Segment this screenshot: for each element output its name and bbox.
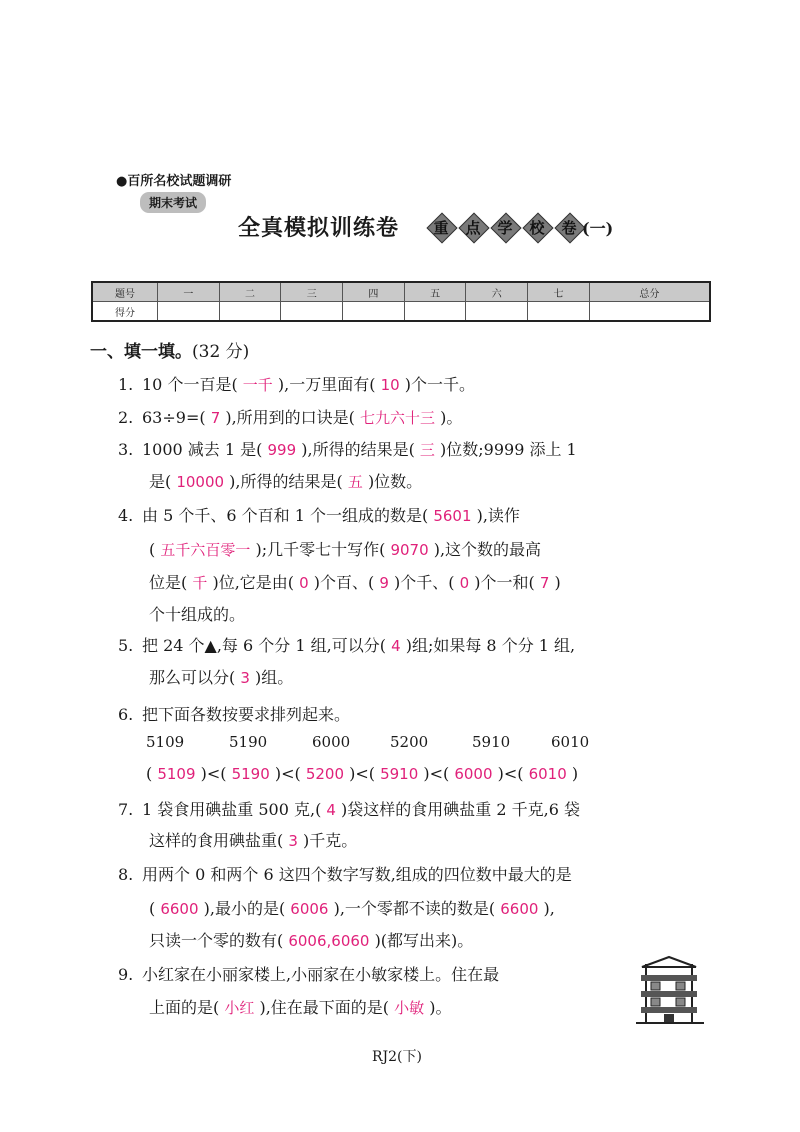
question-number: 6. — [118, 705, 134, 724]
answer: 5910 — [380, 765, 419, 783]
question-6 — [118, 702, 350, 725]
answer: 5190 — [231, 765, 270, 783]
score-table-row — [92, 302, 710, 322]
score-header-cell: 四 — [343, 282, 405, 302]
question-5-line-2 — [149, 665, 293, 688]
answer: 6000 — [454, 765, 493, 783]
question-7 — [118, 797, 580, 820]
question-7-line-2 — [149, 828, 357, 851]
diamond-char: 校 — [529, 219, 545, 237]
question-text: 只读一个零的数有( — [149, 931, 284, 950]
question-text: ),住在最下面的是( — [259, 998, 390, 1017]
number-item: 6010 — [551, 733, 590, 751]
answer: 0 — [459, 574, 470, 592]
number-item: 5200 — [390, 733, 429, 751]
answer: 5109 — [157, 765, 196, 783]
question-text: )组。 — [254, 668, 294, 687]
answer: 0 — [299, 574, 309, 592]
score-cell[interactable] — [589, 302, 710, 322]
question-number: 7. — [118, 800, 134, 819]
score-cell[interactable] — [219, 302, 281, 322]
answer: 999 — [267, 441, 297, 459]
answer: 3 — [288, 832, 298, 850]
answer: 6006,6060 — [288, 932, 370, 950]
question-text: ),这个数的最高 — [433, 540, 542, 559]
question-text: 把下面各数按要求排列起来。 — [142, 705, 351, 724]
score-header-cell: 题号 — [92, 282, 158, 302]
answer: 10 — [380, 376, 400, 394]
answer: 6010 — [528, 765, 567, 783]
question-text: 1 袋食用碘盐重 500 克,( — [142, 800, 322, 819]
answer: 6006 — [290, 900, 329, 918]
question-text: )个一千。 — [404, 375, 476, 394]
series-label: ●百所名校试题调研 — [116, 174, 232, 189]
question-text: ),一万里面有( — [277, 375, 376, 394]
question-4-line-2 — [149, 537, 541, 560]
score-header-cell: 总分 — [589, 282, 710, 302]
answer: 7 — [210, 409, 221, 427]
building-icon — [636, 955, 704, 1025]
score-cell[interactable] — [281, 302, 343, 322]
question-9 — [118, 962, 499, 985]
score-table — [91, 281, 711, 322]
question-text: ( — [149, 540, 156, 559]
question-text: 63÷9=( — [142, 408, 206, 427]
answer: 10000 — [176, 473, 225, 491]
question-text: )个百、( — [313, 573, 375, 592]
diamond-badge — [458, 212, 488, 242]
answer: 7 — [539, 574, 550, 592]
diamond-badge — [426, 212, 456, 242]
answer: 9 — [379, 574, 389, 592]
question-5 — [118, 633, 575, 656]
answer: 9070 — [390, 541, 429, 559]
question-text: ),读作 — [476, 506, 520, 525]
question-text: 用两个 0 和两个 6 这四个数字写数,组成的四位数中最大的是 — [142, 865, 572, 884]
question-text: 个十组成的。 — [149, 605, 246, 624]
answer: 五千六百零一 — [160, 541, 251, 559]
question-text: )组;如果每 8 个分 1 组, — [405, 636, 576, 655]
question-text: ),一个零都不读的数是( — [333, 899, 496, 918]
title-suffix: (一) — [582, 219, 614, 238]
score-cell[interactable] — [528, 302, 590, 322]
question-text: );几千零七十写作( — [255, 540, 386, 559]
number-item: 5109 — [146, 733, 185, 751]
page-footer-code: RJ2(下) — [372, 1049, 422, 1065]
diamond-char: 重 — [433, 219, 449, 237]
question-text: ),所得的结果是( — [301, 440, 415, 459]
exam-type-badge: 期末考试 — [140, 192, 206, 213]
question-text: 1000 减去 1 是( — [142, 440, 263, 459]
diamond-badge — [490, 212, 520, 242]
score-header-cell: 七 — [528, 282, 590, 302]
question-8 — [118, 862, 572, 885]
question-2 — [118, 405, 462, 428]
section-title-main: 一、填一填。 — [90, 342, 192, 362]
question-text: 那么可以分( — [149, 668, 236, 687]
question-text: 位是( — [149, 573, 188, 592]
question-text: 小红家在小丽家楼上,小丽家在小敏家楼上。住在最 — [142, 965, 500, 984]
question-text: ),所得的结果是( — [229, 472, 343, 491]
score-cell[interactable] — [158, 302, 220, 322]
question-number: 9. — [118, 965, 134, 984]
diamond-char: 卷 — [561, 219, 577, 237]
title-diamond-group — [426, 212, 586, 242]
diamond-char: 学 — [497, 219, 513, 237]
answer: 小红 — [224, 999, 255, 1017]
question-number: 2. — [118, 408, 134, 427]
question-4-line-4 — [149, 602, 245, 625]
question-text: )。 — [429, 998, 452, 1017]
number-item: 6000 — [312, 733, 351, 751]
question-text: 由 5 个千、6 个百和 1 个一组成的数是( — [142, 506, 429, 525]
question-number: 8. — [118, 865, 134, 884]
number-item: 5910 — [472, 733, 511, 751]
page-title: 全真模拟训练卷 — [238, 216, 400, 241]
ordering-answer: ( 5109 )<( 5190 )<( 5200 )<( 5910 )<( 6000 )<( 6010 ) — [146, 764, 579, 783]
question-number: 4. — [118, 506, 134, 525]
score-header-cell: 五 — [404, 282, 466, 302]
question-text: ), — [543, 899, 555, 918]
question-4 — [118, 503, 520, 526]
question-text: )个千、( — [394, 573, 455, 592]
question-number: 3. — [118, 440, 134, 459]
question-text: )千克。 — [302, 831, 358, 850]
question-text: )位数。 — [367, 472, 423, 491]
question-text: )(都写出来)。 — [374, 931, 474, 950]
question-8-line-3 — [149, 928, 473, 951]
question-3 — [118, 437, 577, 460]
score-cell[interactable] — [466, 302, 528, 322]
question-text: 10 个一百是( — [142, 375, 238, 394]
question-text: 这样的食用碘盐重( — [149, 831, 284, 850]
question-text: ) — [554, 573, 561, 592]
question-text: )个一和( — [474, 573, 535, 592]
score-header-cell: 三 — [281, 282, 343, 302]
score-row-label: 得分 — [92, 302, 158, 322]
question-9-line-2 — [149, 995, 451, 1018]
score-header-cell: 一 — [158, 282, 220, 302]
diamond-badge — [554, 212, 584, 242]
section-title-points: (32 分) — [192, 342, 250, 362]
answer: 3 — [240, 669, 250, 687]
score-header-cell: 六 — [466, 282, 528, 302]
answer: 七九六十三 — [360, 409, 436, 427]
answer: 5200 — [305, 765, 345, 783]
question-4-line-3 — [149, 570, 561, 593]
answer: 小敏 — [394, 999, 425, 1017]
answer: 6600 — [500, 900, 539, 918]
question-text: )。 — [440, 408, 463, 427]
question-1 — [118, 372, 475, 395]
question-text: )位数;9999 添上 1 — [440, 440, 577, 459]
answer: 三 — [419, 441, 435, 459]
answer: 一千 — [242, 376, 273, 394]
answer: 4 — [326, 801, 336, 819]
answer: 4 — [391, 637, 401, 655]
question-text: 把 24 个▲,每 6 个分 1 组,可以分( — [142, 636, 386, 655]
diamond-char: 点 — [465, 219, 481, 237]
section-title — [90, 337, 249, 362]
question-text: ),最小的是( — [203, 899, 286, 918]
score-table-header-row — [92, 282, 710, 302]
answer: 5601 — [433, 507, 472, 525]
question-number: 1. — [118, 375, 134, 394]
question-text: ),所用到的口诀是( — [225, 408, 355, 427]
question-8-line-2 — [149, 896, 555, 919]
score-cell[interactable] — [404, 302, 466, 322]
question-text: 是( — [149, 472, 172, 491]
question-text: 上面的是( — [149, 998, 220, 1017]
number-item: 5190 — [229, 733, 268, 751]
question-text: ( — [149, 899, 156, 918]
answer: 千 — [192, 574, 208, 592]
question-text: )位,它是由( — [212, 573, 295, 592]
diamond-badge — [522, 212, 552, 242]
answer: 五 — [347, 473, 363, 491]
question-3-line-2 — [149, 469, 422, 492]
score-header-cell: 二 — [219, 282, 281, 302]
question-number: 5. — [118, 636, 134, 655]
answer: 6600 — [160, 900, 199, 918]
question-text: )袋这样的食用碘盐重 2 千克,6 袋 — [341, 800, 580, 819]
score-cell[interactable] — [343, 302, 405, 322]
